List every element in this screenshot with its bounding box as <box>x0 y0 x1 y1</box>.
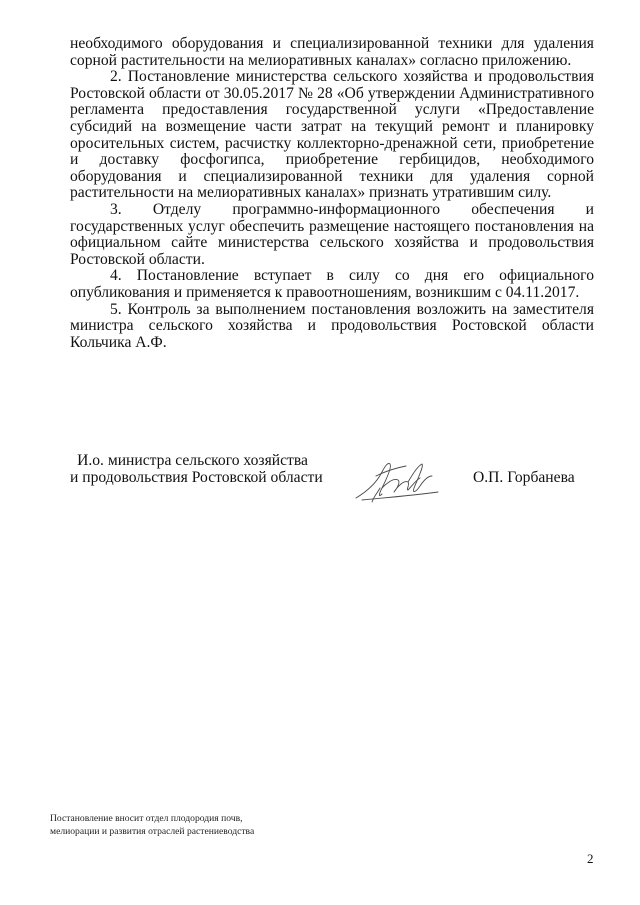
paragraph-item-3: 3. Отделу программно-информационного обеспечения и государственных услуг обеспечить размещение настоящего постановления на официальном сайте министерства сельского хозяйства и продовольствия Ростовской области. <box>70 200 594 268</box>
footnote-line1: Постановление вносит отдел плодородия почв, <box>50 813 243 824</box>
signatory-name: О.П. Горбанева <box>473 469 575 486</box>
paragraph-item-5: 5. Контроль за выполнением постановления возложить на заместителя министра сельского хозяйства и продовольствия Ростовской области <box>70 300 594 335</box>
paragraph-item-4: 4. Постановление вступает в силу со дня его официального опубликования и применяется к правоотношениям, возникшим с 04.11.2017. <box>70 267 594 301</box>
handwritten-signature-icon <box>352 458 442 504</box>
document-body <box>70 36 594 351</box>
signatory-position <box>70 452 323 486</box>
footnote <box>50 813 254 838</box>
page-number: 2 <box>587 851 594 866</box>
paragraph-item-2: 2. Постановление министерства сельского хозяйства и продовольствия Ростовской области от 30.05.2017 № 28 «Об утверждении Административного регламента предоставления государственной услуги «Предоставление субсидий на возмещение части затрат на текущий ремонт и планировку оросительных систем, расчистку коллекторно-дренажной сети, приобретение и доставку фосфогипса, приобретение гербицидов, необходимого оборудования и специализированной техники для удаления сорной растительности на мелиоративных каналах» признать утратившим силу. <box>70 68 594 202</box>
paragraph-item-5-end: Кольчика А.Ф. <box>70 333 167 351</box>
footnote-line2: мелиорации и развития отраслей растениеводства <box>50 825 255 837</box>
paragraph-continuation: необходимого оборудования и специализированной техники для удаления сорной растительности на мелиоративных каналах» согласно приложению. <box>70 35 594 69</box>
signatory-position-line2: и продовольствия Ростовской области <box>70 469 323 486</box>
signatory-position-line1: И.о. министра сельского хозяйства <box>77 452 308 469</box>
